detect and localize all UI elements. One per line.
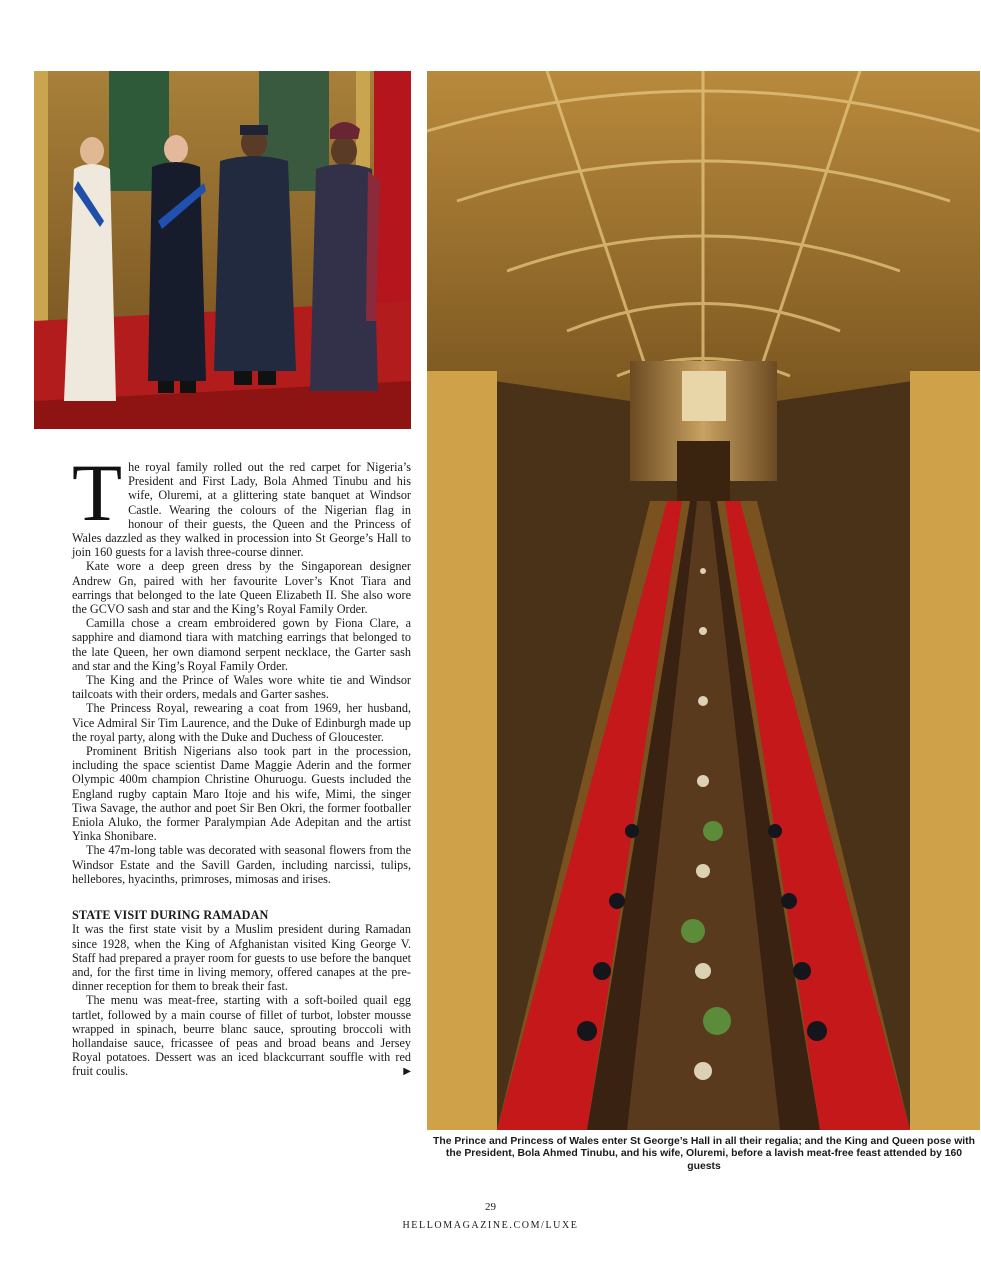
continue-arrow-icon: ▶ (403, 1066, 411, 1078)
article-paragraph: The King and the Prince of Wales wore white tie and Windsor tailcoats with their orders, medals and Garter sashes. (72, 673, 411, 702)
article-paragraph-text: The menu was meat-free, starting with a soft-boiled quail egg tartlet, followed by a main course of fillet of turbot, lobster mousse wrapped in spinach, beurre blanc sauce, sprouting broccoli with hollandaise sauce, fricassee of peas and broad beans and Jersey Royal potatoes. Dessert was an iced blackcurrant souffle with red fruit coulis. (72, 993, 411, 1079)
website-footer: HELLOMAGAZINE.COM/LUXE (402, 1220, 579, 1231)
page-number: 29 (485, 1201, 496, 1213)
section-subheading: STATE VISIT DURING RAMADAN (72, 908, 269, 923)
article-paragraph: It was the first state visit by a Muslim president during Ramadan since 1928, when the King of Afghanistan visited King George V. Staff had prepared a prayer room for guests to use before the banquet and, for the first time in living memory, offered canapes at the pre-dinner reception for them to break their fast. (72, 922, 411, 994)
drop-cap: T (72, 447, 123, 538)
article-paragraph (72, 447, 411, 560)
article-paragraph: The 47m-long table was decorated with seasonal flowers from the Windsor Estate and the Savill Garden, including narcissi, tulips, hellebores, hyacinths, primroses, mimosas and irises. (72, 843, 411, 886)
photo-caption: The Prince and Princess of Wales enter St George’s Hall in all their regalia; and the King and Queen pose with the President, Bola Ahmed Tinubu, and his wife, Oluremi, before a lavish meat-free feast attended by 160 guests (433, 1136, 975, 1172)
photo-st-georges-hall (427, 71, 980, 1130)
article-paragraph: Prominent British Nigerians also took part in the procession, including the space scientist Dame Maggie Aderin and the former Olympic 400m champion Christine Ohuruogu. Guests included the England rugby captain Maro Itoje and his wife, Mimi, the singer Tiwa Savage, the author and poet Sir Ben Okri, the former footballer Eniola Aluko, the former Paralympian Ade Adepitan and the artist Yinka Shonibare. (72, 744, 411, 844)
article-paragraph: Kate wore a deep green dress by the Singaporean designer Andrew Gn, paired with her favourite Lover’s Knot Tiara and earrings that belonged to the late Queen Elizabeth II. She also wore the GCVO sash and star and the King’s Royal Family Order. (72, 559, 411, 617)
article-paragraph: The Princess Royal, rewearing a coat from 1969, her husband, Vice Admiral Sir Tim Laurence, and the Duke of Edinburgh made up the royal party, along with the Duke and Duchess of Gloucester. (72, 701, 411, 744)
article-paragraph: Camilla chose a cream embroidered gown by Fiona Clare, a sapphire and diamond tiara with matching earrings that belonged to the late Queen, her own diamond serpent necklace, the Garter sash and star and the King’s Royal Family Order. (72, 616, 411, 673)
article-body (72, 447, 411, 1080)
photo-royal-group-illustration (34, 71, 411, 429)
photo-royal-group (34, 71, 411, 429)
article-paragraph-text: he royal family rolled out the red carpet for Nigeria’s President and First Lady, Bola Ahmed Tinubu and his wife, Oluremi, at a glittering state banquet at Windsor Castle. Wearing the colours of the Nigerian flag in honour of their guests, the Queen and the Princess of Wales dazzled as they walked in procession into St George’s Hall to join 160 guests for a lavish three-course dinner. (72, 460, 411, 560)
article-paragraph (72, 993, 411, 1078)
photo-st-georges-hall-illustration (427, 71, 980, 1130)
